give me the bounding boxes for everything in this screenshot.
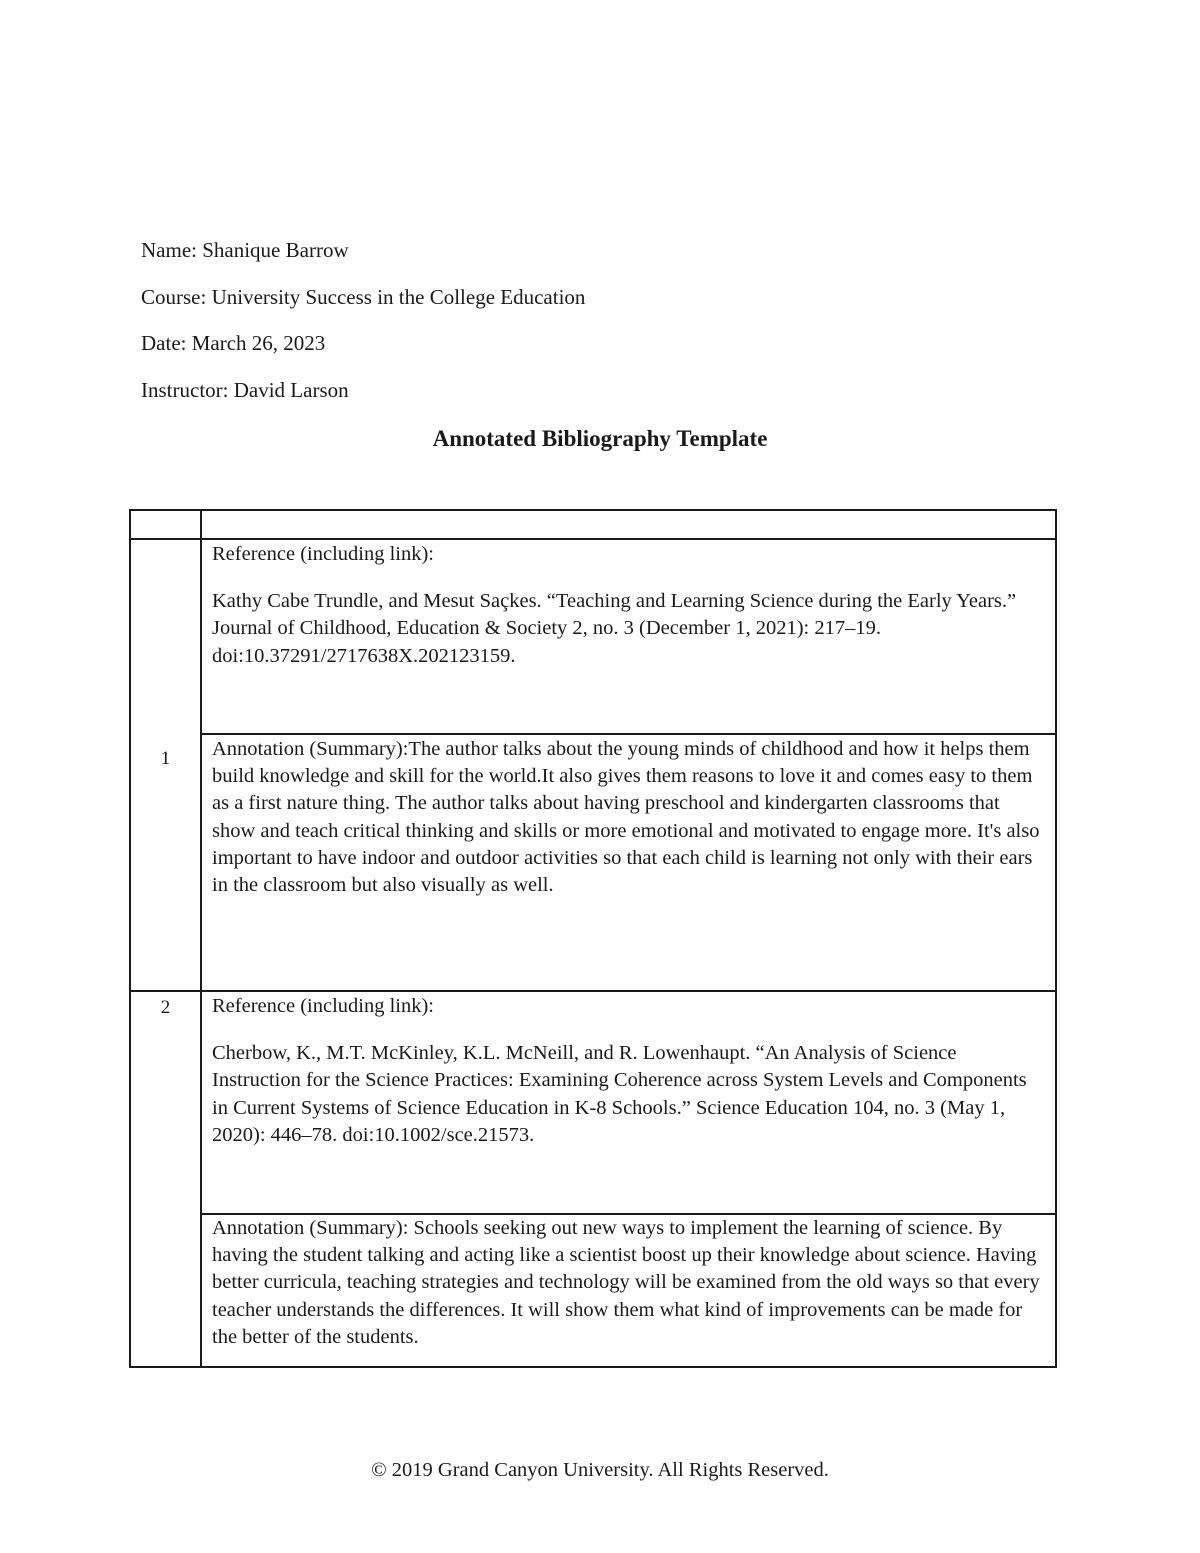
entry-2-annotation-cell: [212, 1215, 1043, 1351]
entry-2-reference-cell: [212, 993, 1043, 1149]
entry-2-reference: Cherbow, K., M.T. McKinley, K.L. McNeill, and R. Lowenhaupt. “An Analysis of Science Instruction for the Science Practices: Examining Coherence across System Levels and Components in Current Systems of Science Education in K-8 Schools.” Science Education 104, no. 3 (May 1, 2020): 446–78. doi:10.1002/sce.21573.: [212, 1042, 1027, 1146]
entry-1-annotation-cell: [212, 736, 1043, 899]
instructor-name: Instructor: David Larson: [141, 378, 349, 402]
student-name: Name: Shanique Barrow: [141, 238, 349, 262]
header-row-divider: [131, 538, 1055, 540]
entry-2-annotation: Annotation (Summary): Schools seeking out new ways to implement the learning of science. By having the student talking and acting like a scientist boost up their knowledge about science. Having better curricula, teaching strategies and technology will be examined from the old ways so that every teacher understands the differences. It will show them what kind of improvements can be made for the better of the students.: [212, 1217, 1040, 1348]
entry-1-cell-divider: [202, 733, 1055, 735]
entry-1-number: 1: [160, 748, 171, 769]
submission-date: Date: March 26, 2023: [141, 331, 326, 355]
entry-1-reference-label: Reference (including link):: [212, 543, 434, 565]
column-divider: [200, 511, 202, 1366]
entry-1-reference: Kathy Cabe Trundle, and Mesut Saçkes. “Teaching and Learning Science during the Early Years.” Journal of Childhood, Education & Society 2, no. 3 (December 1, 2021): 217–19. doi:10.37291/2717638X.202123159.: [212, 590, 1017, 667]
entry-1-reference-cell: [212, 541, 1043, 670]
entry-divider: [131, 990, 1055, 992]
entry-1-annotation: Annotation (Summary):The author talks about the young minds of childhood and how it helps them build knowledge and skill for the world.It also gives them reasons to love it and comes easy to them as a first nature thing. The author talks about having preschool and kindergarten classrooms that show and teach critical thinking and skills or more emotional and motivated to engage more. It's also important to have indoor and outdoor activities so that each child is learning not only with their ears in the classroom but also visually as well.: [212, 738, 1040, 897]
entry-2-number: 2: [160, 997, 171, 1018]
entry-2-reference-label: Reference (including link):: [212, 995, 434, 1017]
bibliography-table: [129, 509, 1057, 1368]
copyright-footer: © 2019 Grand Canyon University. All Rights Reserved.: [371, 1459, 829, 1481]
document-title: Annotated Bibliography Template: [432, 426, 768, 451]
course-name: Course: University Success in the College Education: [141, 285, 586, 309]
